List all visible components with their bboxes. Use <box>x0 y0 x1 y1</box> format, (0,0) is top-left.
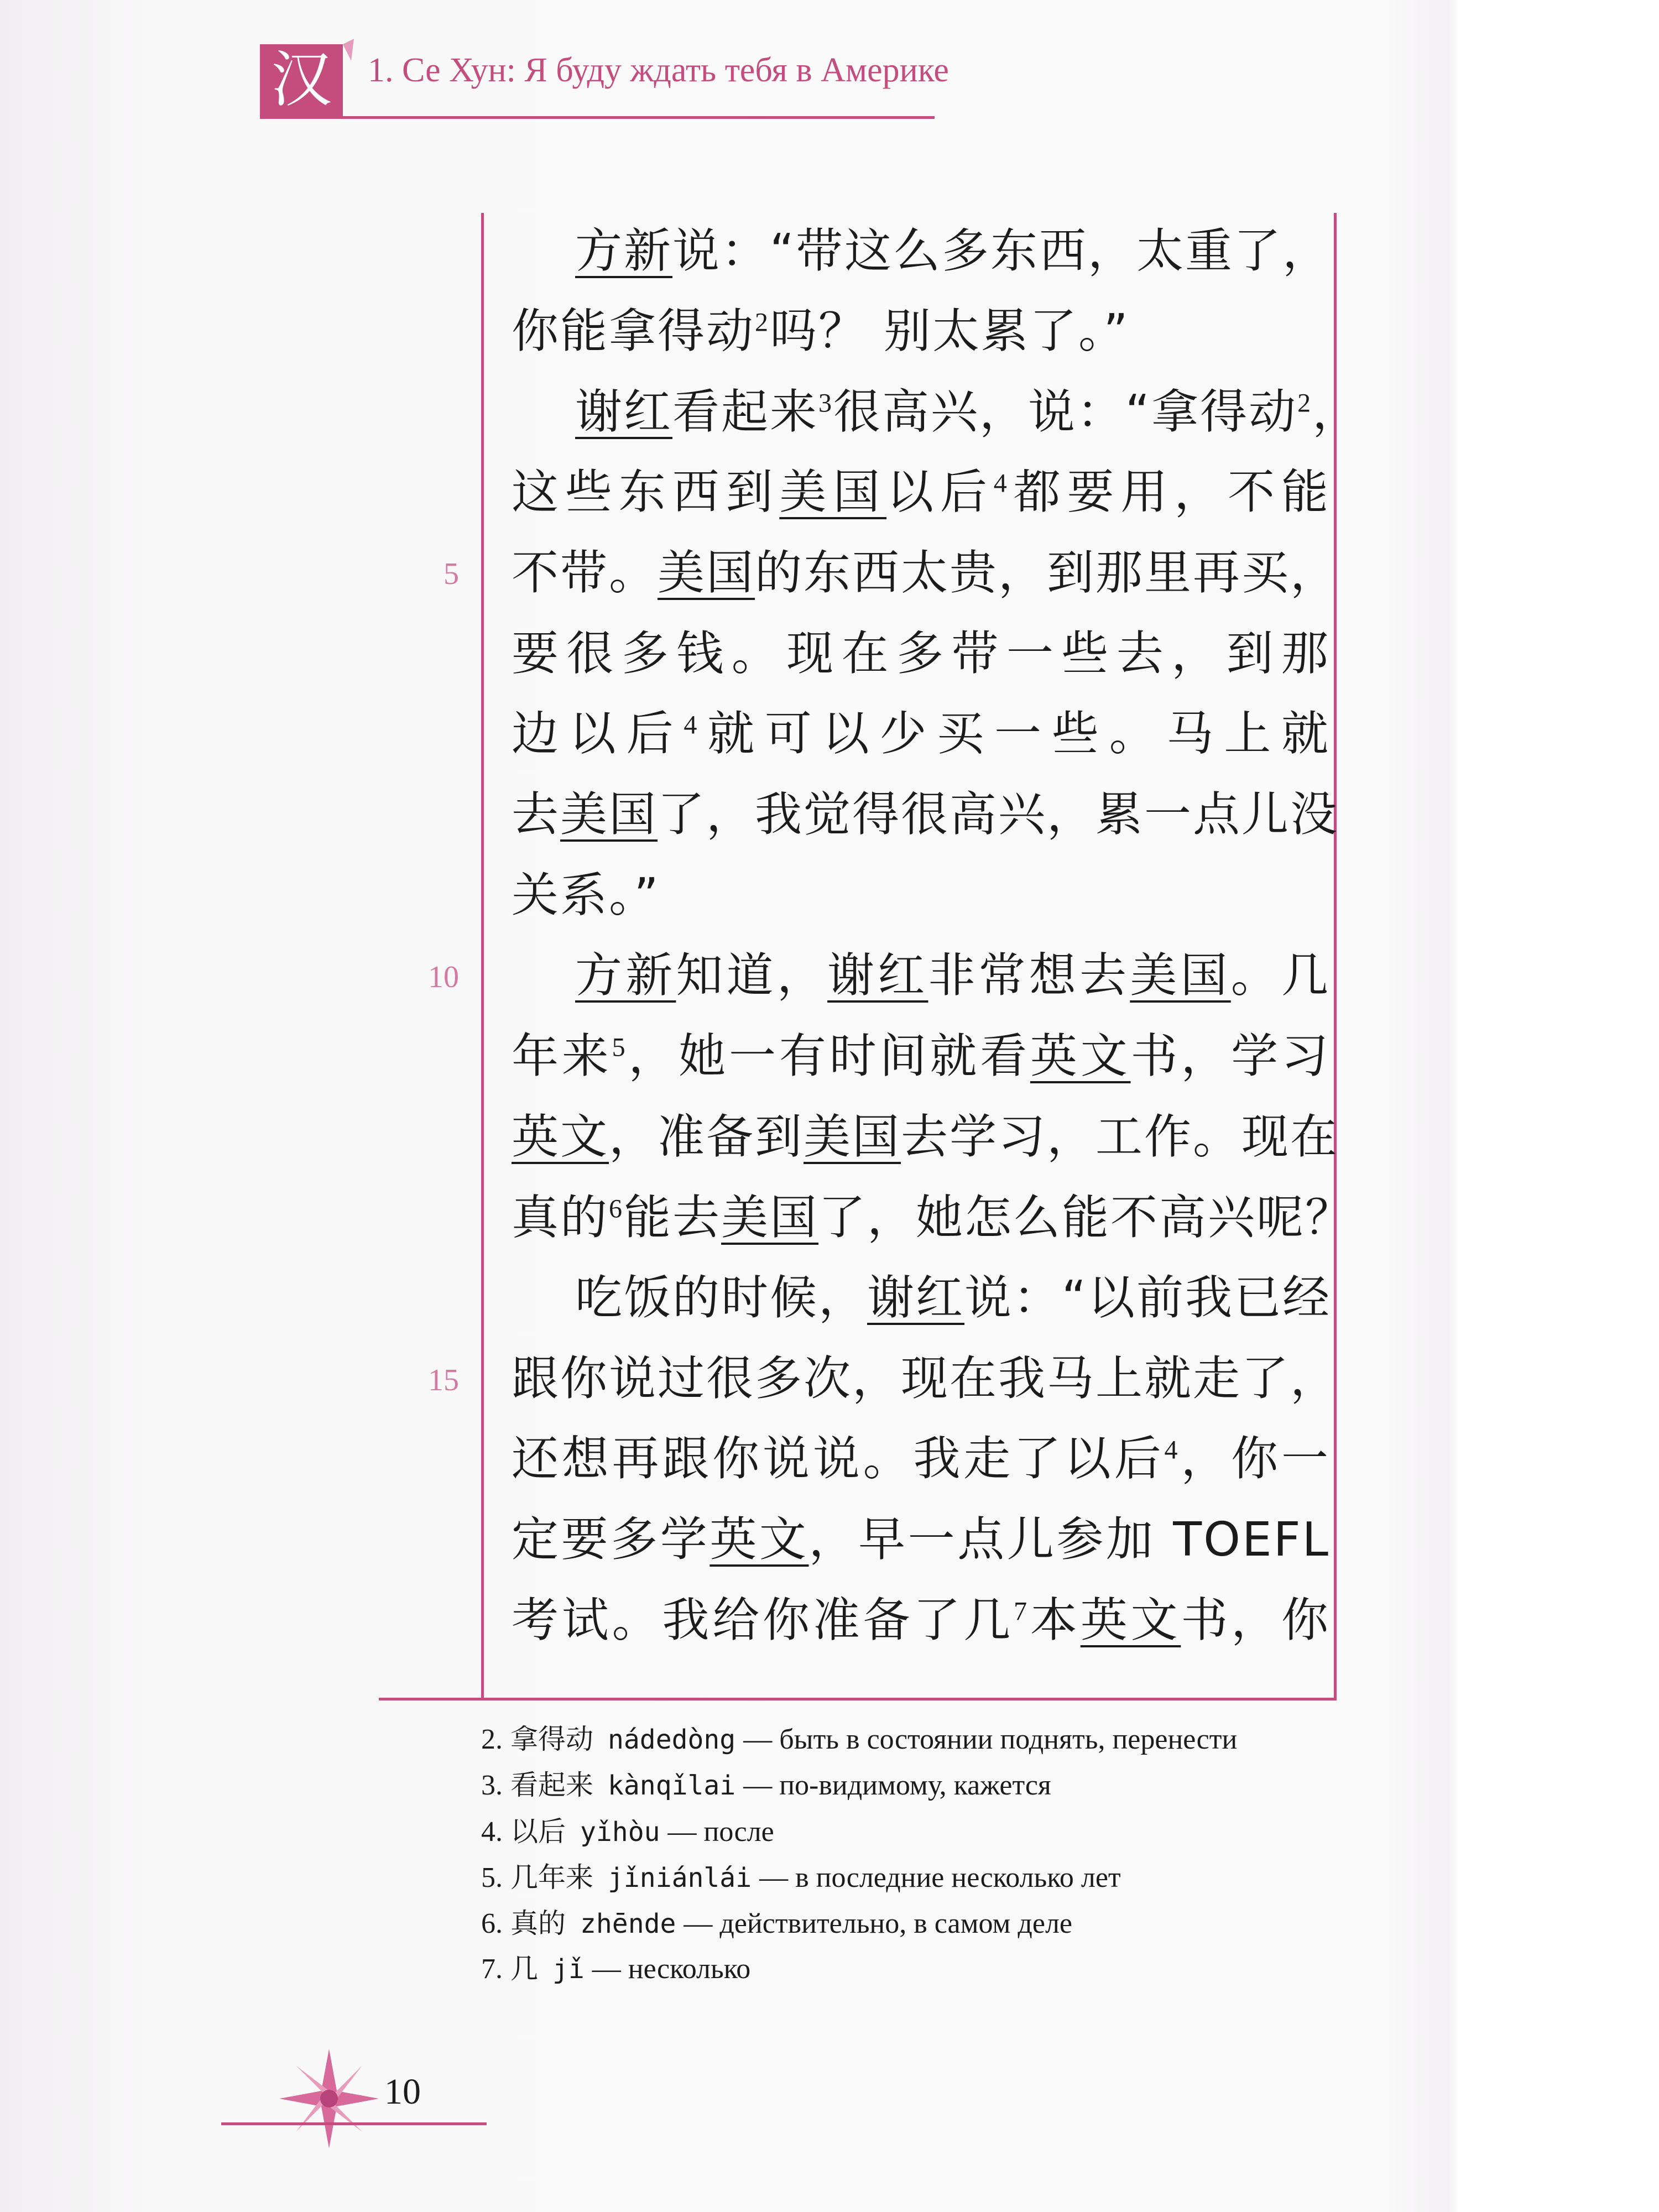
footnote-number: 3. <box>481 1770 503 1801</box>
text-line <box>575 937 1330 1015</box>
text-span: 不带。 <box>512 546 658 601</box>
footnote-definition: — после <box>667 1816 774 1848</box>
footnote-ref: 4 <box>993 468 1009 498</box>
text-line <box>575 213 1330 290</box>
footnote-ref: 6 <box>609 1194 624 1224</box>
footnote-definition: — несколько <box>592 1953 751 1985</box>
logo-character: 汉 <box>271 44 332 115</box>
text-span: 还想再跟你说说。我走了以后 <box>512 1432 1165 1486</box>
text-span: ， <box>1312 385 1361 440</box>
text-span: 年来 <box>512 1029 612 1084</box>
proper-noun: 美国 <box>560 787 658 842</box>
text-span: 边以后 <box>512 707 684 761</box>
footnote-ref: 7 <box>1014 1597 1029 1626</box>
text-span: 说：“带这么多东西，太重了， <box>672 224 1332 279</box>
text-span: 真的 <box>512 1191 609 1245</box>
text-line <box>512 1340 1339 1418</box>
text-line <box>512 1180 1354 1257</box>
proper-noun: 谢红 <box>575 385 673 440</box>
text-span: 了，我觉得很高兴，累一点儿没 <box>658 787 1339 842</box>
text-span: 。几 <box>1230 948 1330 1003</box>
proper-noun: 英文 <box>709 1512 809 1567</box>
text-line <box>512 293 1330 371</box>
text-span: 这些东西到 <box>512 465 780 520</box>
footnote-definition: — действительно, в самом деле <box>684 1908 1072 1939</box>
proper-noun: 美国 <box>779 465 887 520</box>
text-span: ，你一 <box>1179 1432 1330 1486</box>
text-line <box>512 1501 1330 1579</box>
footnote-pinyin: yǐhòu <box>580 1817 660 1848</box>
text-span: 本 <box>1029 1593 1081 1648</box>
text-span: 看起来 <box>672 385 819 440</box>
footer-rule <box>221 2122 487 2125</box>
footnote-ref: 4 <box>1164 1435 1180 1465</box>
line-number-15: 15 <box>428 1363 459 1397</box>
footnote-word: 看起来 <box>510 1769 593 1801</box>
text-line <box>512 1018 1330 1095</box>
text-span: 很高兴，说：“拿得动 <box>833 385 1298 440</box>
footnote-word: 拿得动 <box>510 1723 593 1755</box>
text-span: 就可以少买一些。马上就 <box>698 707 1330 761</box>
book-logo-icon <box>260 39 354 119</box>
text-line <box>512 535 1339 612</box>
proper-noun: 英文 <box>1080 1593 1181 1648</box>
text-span: ，她一有时间就看 <box>627 1029 1030 1084</box>
proper-noun: 美国 <box>721 1191 819 1245</box>
text-span: 跟你说过很多次，现在我马上就走了， <box>512 1352 1339 1406</box>
footnote-ref: 2 <box>1297 388 1313 418</box>
text-line <box>575 374 1361 451</box>
text-line <box>512 1582 1330 1660</box>
footnote-number: 2. <box>481 1724 503 1755</box>
text-span: 都要用，不能 <box>1008 465 1330 520</box>
flower-ornament-icon <box>276 2046 382 2151</box>
text-span: 去学习，工作。现在 <box>901 1110 1339 1165</box>
text-span: 去 <box>512 787 561 842</box>
text-line <box>512 857 1330 935</box>
text-span: 关系。” <box>512 868 660 923</box>
text-span: 吗？ 别太累了。” <box>770 304 1130 359</box>
footnote-definition: — по-видимому, кажется <box>743 1770 1051 1801</box>
chapter-title: 1. Се Хун: Я буду ждать тебя в Америке <box>368 51 949 89</box>
text-line <box>512 1099 1339 1176</box>
text-line <box>512 696 1330 773</box>
footnote-definition: — в последние несколько лет <box>759 1862 1121 1893</box>
text-line <box>512 776 1339 854</box>
footnote-number: 6. <box>481 1908 503 1939</box>
header-rule <box>260 116 935 119</box>
text-span: 的东西太贵，到那里再买， <box>755 546 1339 601</box>
proper-noun: 谢红 <box>827 948 928 1003</box>
proper-noun: 方新 <box>575 224 673 279</box>
text-span: 要很多钱。现在多带一些去，到那 <box>512 627 1330 681</box>
footnote-ref: 3 <box>818 388 834 418</box>
proper-noun: 方新 <box>575 948 676 1003</box>
text-line <box>512 1421 1330 1498</box>
footnote-word: 真的 <box>510 1907 566 1939</box>
footnote-ref: 2 <box>755 307 770 337</box>
text-span: 书，你 <box>1181 1593 1330 1648</box>
text-line <box>575 1260 1330 1337</box>
line-number-5: 5 <box>444 557 459 591</box>
text-span: 定要多学 <box>512 1512 710 1567</box>
text-span: 说：“以前我已经 <box>964 1271 1332 1326</box>
footnote-pinyin: jǐ <box>552 1954 585 1985</box>
footnote-item <box>481 1901 1072 1945</box>
footnote-item <box>481 1809 774 1854</box>
footnote-ref: 5 <box>612 1032 627 1062</box>
footnote-definition: — быть в состоянии поднять, перенести <box>743 1724 1238 1755</box>
footnote-word: 几 <box>510 1953 538 1985</box>
footnote-pinyin: nádedòng <box>608 1724 736 1755</box>
proper-noun: 美国 <box>804 1110 901 1165</box>
footnote-pinyin: zhēnde <box>580 1908 676 1939</box>
footnote-pinyin: kànqǐlai <box>608 1770 736 1801</box>
footnote-number: 7. <box>481 1953 503 1985</box>
footnote-number: 5. <box>481 1862 503 1893</box>
text-span: 书，学习 <box>1130 1029 1330 1084</box>
footnote-word: 以后 <box>510 1815 566 1848</box>
proper-noun: 谢红 <box>867 1271 965 1326</box>
text-span: 非常想去 <box>928 948 1130 1003</box>
page-number: 10 <box>384 2072 421 2112</box>
footnote-item <box>481 1717 1237 1761</box>
footnote-number: 4. <box>481 1816 503 1848</box>
proper-noun: 美国 <box>1130 948 1231 1003</box>
text-span: 能去 <box>624 1191 722 1245</box>
footnote-item <box>481 1763 1051 1807</box>
text-span: 吃饭的时候， <box>575 1271 868 1326</box>
footnote-pinyin: jǐniánlái <box>608 1863 752 1893</box>
text-span: 知道， <box>676 948 828 1003</box>
text-span: 你能拿得动 <box>512 304 755 359</box>
frame-bottom-rule <box>379 1698 1337 1700</box>
footnote-item <box>481 1855 1121 1900</box>
text-line <box>512 454 1330 531</box>
line-number-10: 10 <box>428 960 459 994</box>
text-span: ，准备到 <box>609 1110 804 1165</box>
footnote-item <box>481 1947 750 1991</box>
proper-noun: 英文 <box>512 1110 609 1165</box>
frame-left-rule <box>481 213 484 1698</box>
text-span: 以后 <box>886 465 994 520</box>
footnote-word: 几年来 <box>510 1861 593 1893</box>
proper-noun: 美国 <box>658 546 755 601</box>
text-span: 考试。我给你准备了几 <box>512 1593 1014 1648</box>
footnote-ref: 4 <box>684 710 699 740</box>
text-line <box>512 615 1330 693</box>
text-span: 了，她怎么能不高兴呢？ <box>818 1191 1354 1245</box>
proper-noun: 英文 <box>1030 1029 1131 1084</box>
text-span: ，早一点儿参加 TOEFL <box>808 1512 1330 1567</box>
